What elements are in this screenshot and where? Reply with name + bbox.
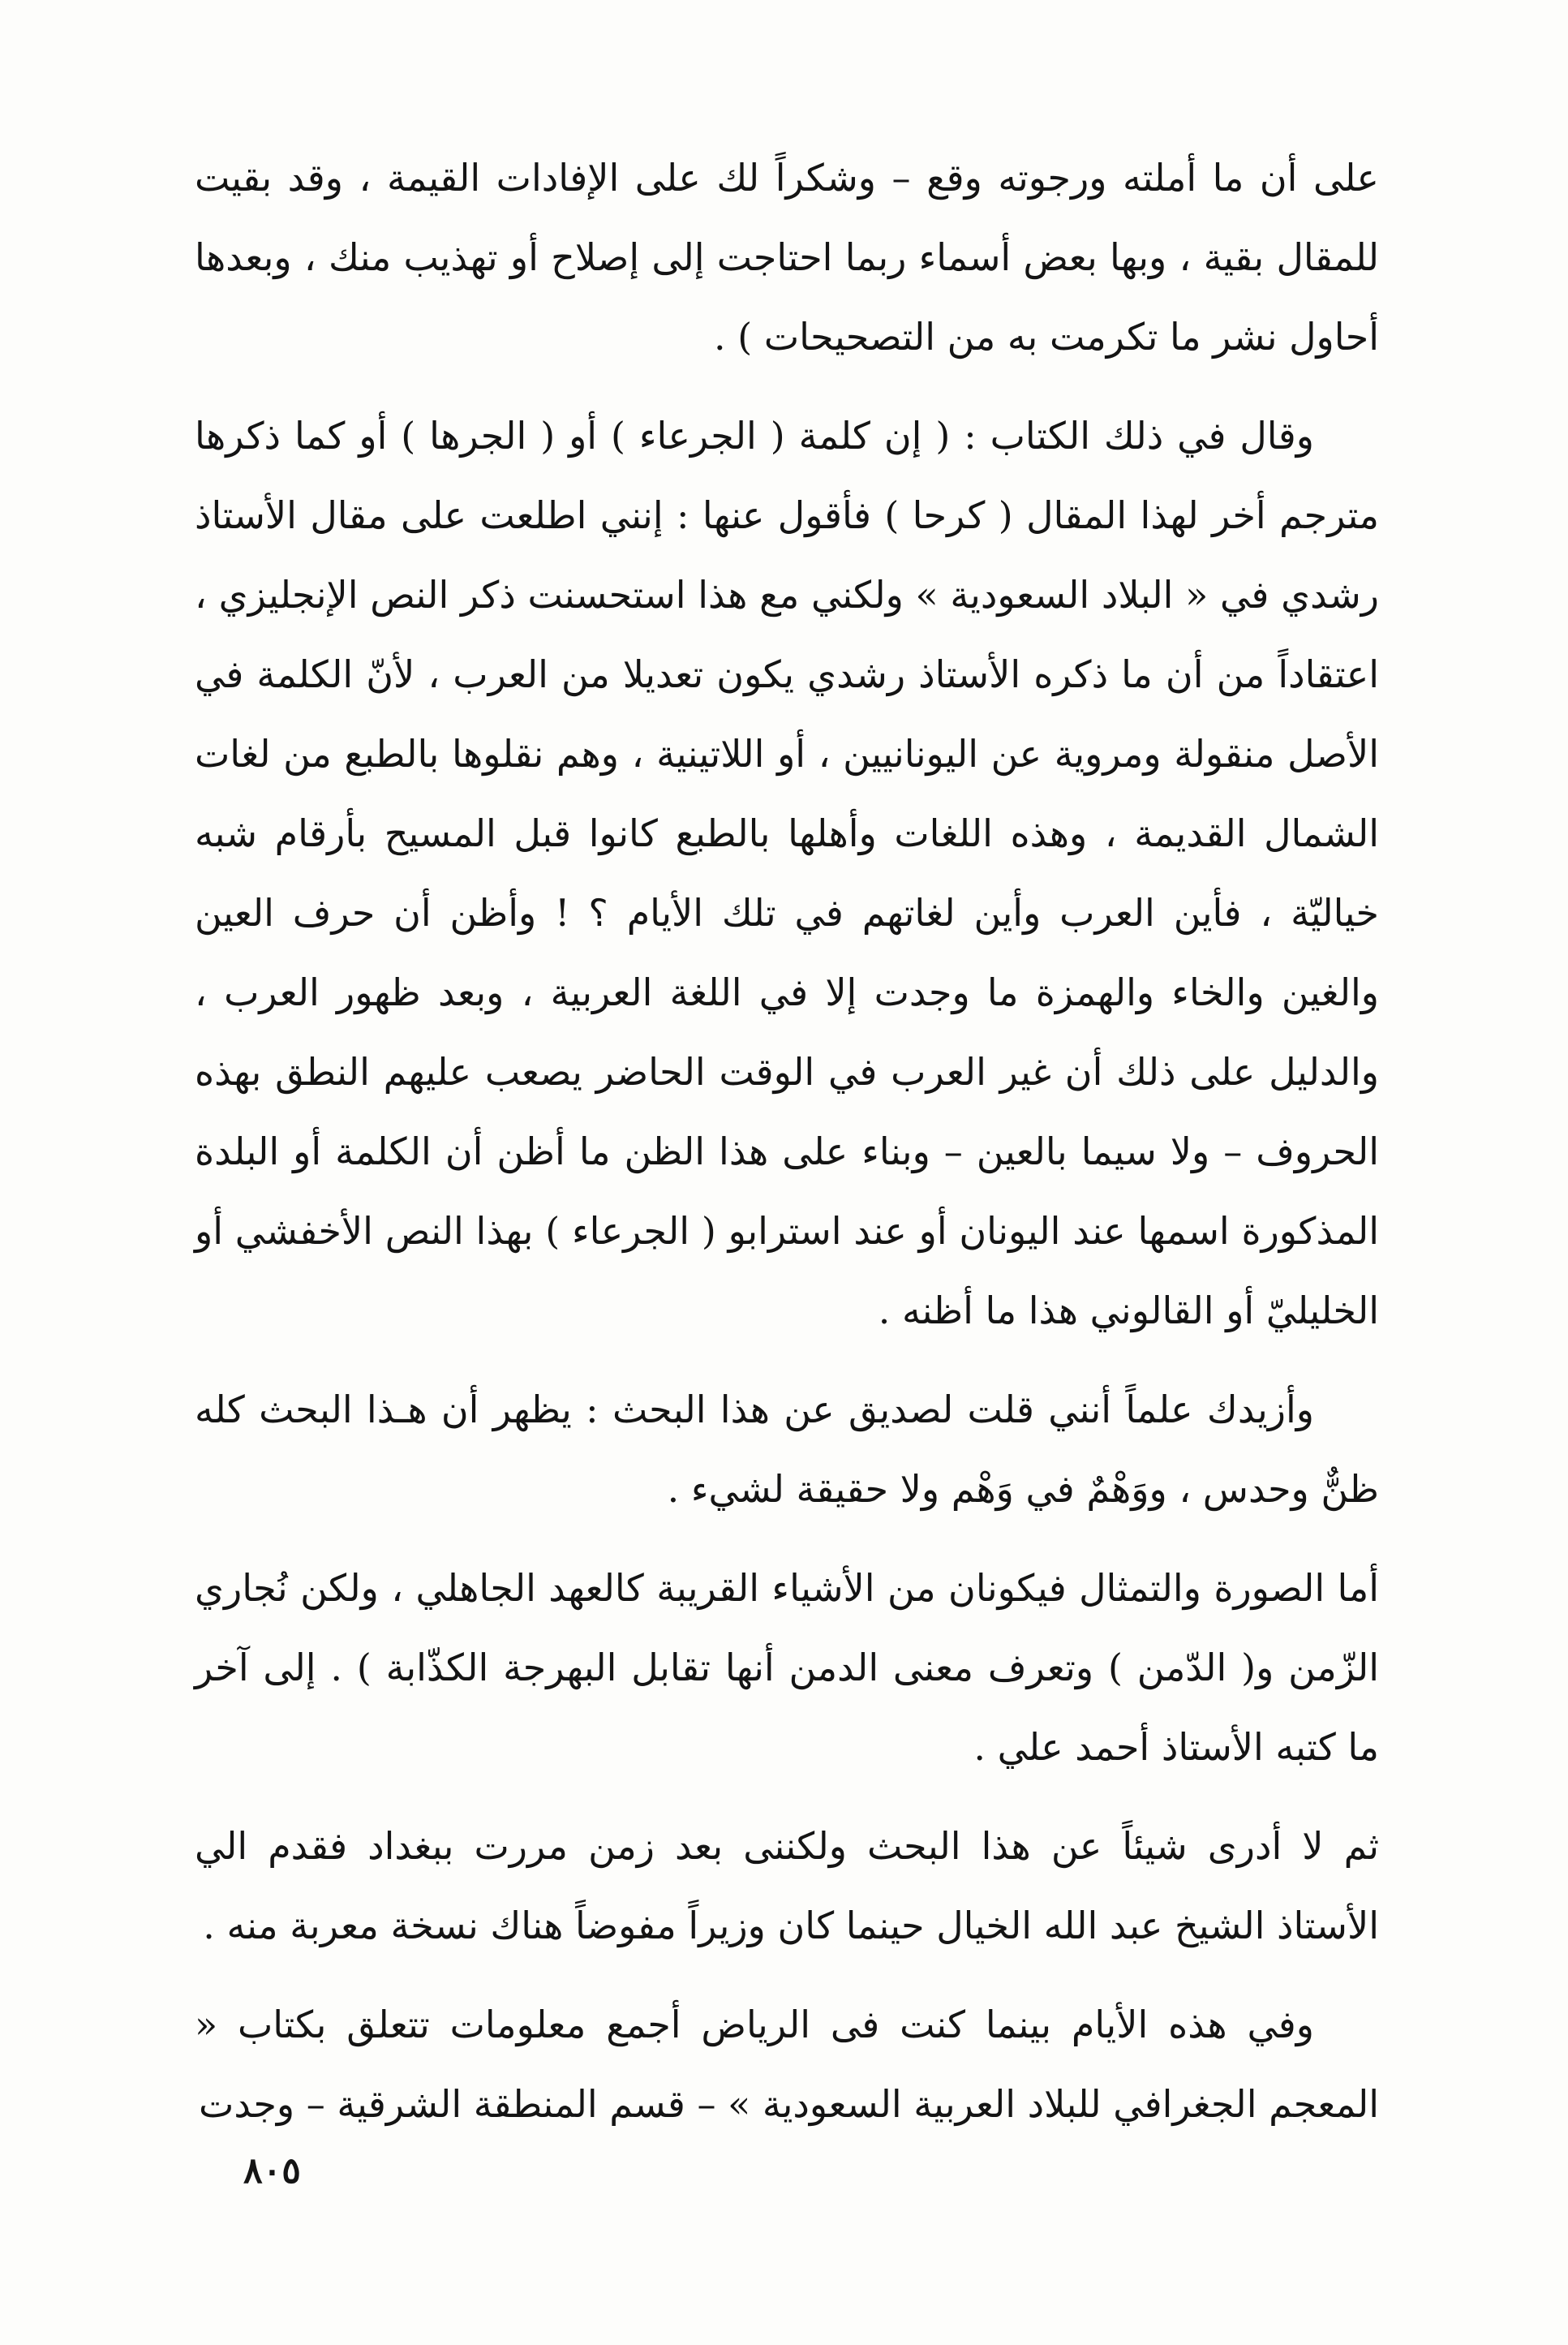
paragraph-3: وأزيدك علماً أنني قلت لصديق عن هذا البحث : يظهر أن هـذا البحث كله ظنٌّ وحدس ، ووَهْمٌ في وَهْم ولا حقيقة لشيء . <box>195 1388 1379 1511</box>
paragraph-4: أما الصورة والتمثال فيكونان من الأشياء القريبة كالعهد الجاهلي ، ولكن نُجاري الزّمن و( الدّمن ) وتعرف معنى الدمن أنها تقابل البهرجة الكذّابة ) . إلى آخر ما كتبه الأستاذ أحمد علي . <box>195 1566 1379 1769</box>
paragraph-2: وقال في ذلك الكتاب : ( إن كلمة ( الجرعاء ) أو ( الجرها ) أو كما ذكرها مترجم أخر لهذا المقال ( كرحا ) فأقول عنها : إنني اطلعت على مقال الأستاذ رشدي في « البلاد السعودية » ولكني مع هذا استحسنت ذكر النص الإنجليزي ، اعتقاداً من أن ما ذكره الأستاذ رشدي يكون تعديلا من العرب ، لأنّ الكلمة في الأصل منقولة ومروية عن اليونانيين ، أو اللاتينية ، وهم نقلوها بالطبع من لغات الشمال القديمة ، وهذه اللغات وأهلها بالطبع كانوا قبل المسيح بأرقام شبه خياليّة ، فأين العرب وأين لغاتهم في تلك الأيام ؟ ! وأظن أن حرف العين والغين والخاء والهمزة ما وجدت إلا في اللغة العربية ، وبعد ظهور العرب ، والدليل على ذلك أن غير العرب في الوقت الحاضر يصعب عليهم النطق بهذه الحروف – ولا سيما بالعين – وبناء على هذا الظن ما أظن أن الكلمة أو البلدة المذكورة اسمها عند اليونان أو عند استرابو ( الجرعاء ) بهذا النص الأخفشي أو الخليليّ أو القالوني هذا ما أظنه . <box>195 414 1379 1332</box>
paragraph-1: على أن ما أملته ورجوته وقع – وشكراً لك على الإفادات القيمة ، وقد بقيت للمقال بقية ، وبها بعض أسماء ربما احتاجت إلى إصلاح أو تهذيب منك ، وبعدها أحاول نشر ما تكرمت به من التصحيحات ) . <box>195 156 1379 359</box>
page-number: ٨٠٥ <box>243 2150 301 2192</box>
paragraph-6: وفي هذه الأيام بينما كنت فى الرياض أجمع معلومات تتعلق بكتاب « المعجم الجغرافي للبلاد العربية السعودية » – قسم المنطقة الشرقية – وجدت <box>195 2003 1379 2126</box>
page-body <box>195 138 1379 2163</box>
paragraph-5: ثم لا أدرى شيئاً عن هذا البحث ولكننى بعد زمن مررت ببغداد فقدم الي الأستاذ الشيخ عبد الله الخيال حينما كان وزيراً مفوضاً هناك نسخة معربة منه . <box>195 1824 1379 1947</box>
